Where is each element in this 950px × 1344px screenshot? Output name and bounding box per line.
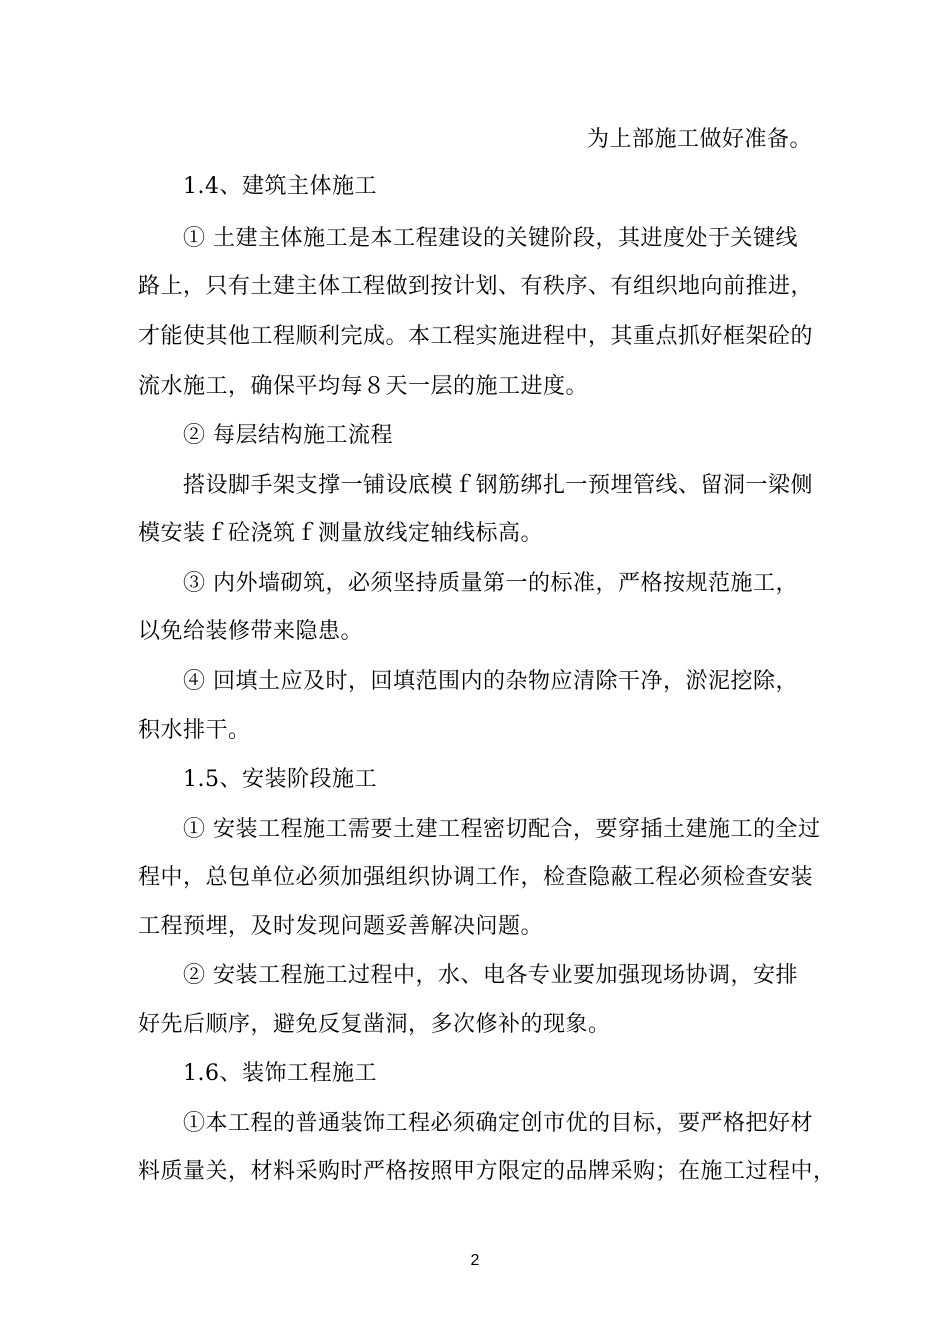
text-line: 为上部施工做好准备。: [586, 127, 812, 152]
section-heading: 1.6、装饰工程施工: [183, 1061, 377, 1086]
section-heading: 1.5、安装阶段施工: [183, 767, 377, 792]
page-number: 2: [470, 1252, 480, 1269]
text-line: 积水排干。: [138, 718, 251, 743]
text-line: ④ 回填土应及时，回填范围内的杂物应清除干净，淤泥挖除，: [183, 669, 798, 694]
text-line: ③ 内外墙砌筑，必须坚持质量第一的标准，严格按规范施工，: [183, 571, 798, 596]
text-line: ① 土建主体施工是本工程建设的关键阶段，其进度处于关键线: [183, 226, 798, 251]
text-line: 路上，只有土建主体工程做到按计划、有秩序、有组织地向前推进，: [138, 274, 814, 299]
text-line: 料质量关，材料采购时严格按照甲方限定的品牌采购；在施工过程中，: [138, 1159, 836, 1184]
text-line: ② 每层结构施工流程: [183, 423, 393, 448]
text-line: 才能使其他工程顺利完成。本工程实施进程中，其重点抓好框架砼的: [138, 324, 814, 349]
text-line: 以免给装修带来隐患。: [138, 619, 364, 644]
text-line: ① 安装工程施工需要土建工程密切配合，要穿插土建施工的全过: [183, 817, 821, 842]
text-line: 流水施工，确保平均每８天一层的施工进度。: [138, 374, 589, 399]
section-heading: 1.4、建筑主体施工: [183, 174, 377, 199]
text-line: 好先后顺序，避免反复凿洞，多次修补的现象。: [138, 1012, 611, 1037]
text-line: 搭设脚手架支撑一铺设底模ｆ钢筋绑扎一预埋管线、留洞一梁侧: [183, 473, 814, 498]
text-line: 模安装ｆ砼浇筑ｆ测量放线定轴线标高。: [138, 521, 544, 546]
text-line: ①本工程的普通装饰工程必须确定创市优的目标，要严格把好材: [183, 1111, 814, 1136]
text-line: 程中，总包单位必须加强组织协调工作，检查隐蔽工程必须检查安装: [138, 865, 814, 890]
text-line: 工程预埋，及时发现问题妥善解决问题。: [138, 914, 544, 939]
text-line: ② 安装工程施工过程中，水、电各专业要加强现场协调，安排: [183, 963, 798, 988]
